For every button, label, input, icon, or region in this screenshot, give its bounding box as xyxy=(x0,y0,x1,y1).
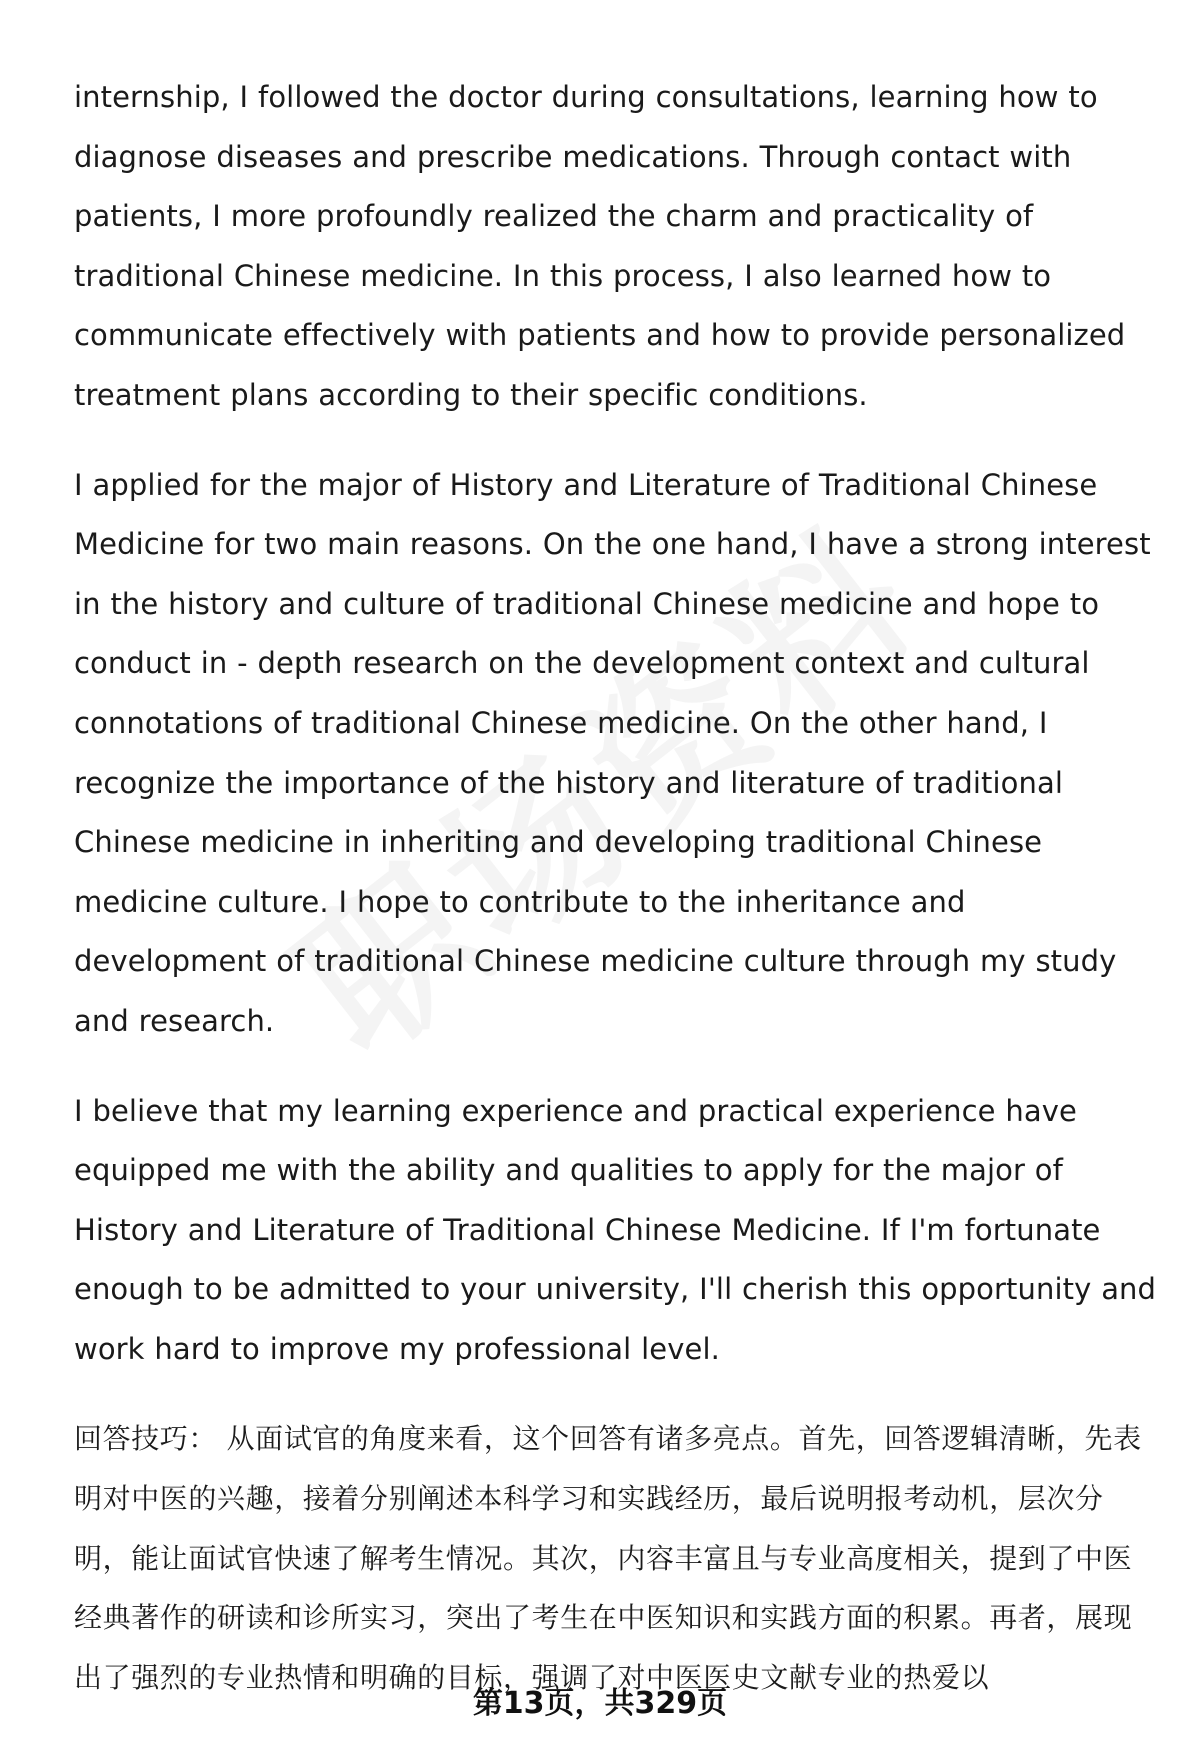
paragraph-reasons: I applied for the major of History and Literature of Traditional Chinese Medicine for two main reasons. On the one hand, I have a strong interest in the history and culture of traditional Chinese medicine and hope to conduct in - depth research on the development context and cultural connotations of traditional Chinese medicine. On the other hand, I recognize the importance of the history and literature of traditional Chinese medicine in inheriting and developing traditional Chinese medicine culture. I hope to contribute to the inheritance and development of traditional Chinese medicine culture through my study and research. xyxy=(74,467,1151,1038)
paragraph-internship: internship, I followed the doctor during consultations, learning how to diagnose diseases and prescribe medications. Through contact with patients, I more profoundly realized the charm and practicality of traditional Chinese medicine. In this process, I also learned how to communicate effectively with patients and how to provide personalized treatment plans according to their specific conditions. xyxy=(74,80,1126,412)
paragraph-conclusion: I believe that my learning experience and practical experience have equipped me with the ability and qualities to apply for the major of History and Literature of Traditional Chinese Medicine. If I'm fortunate enough to be admitted to your university, I'll cherish this opportunity and work hard to improve my professional level. xyxy=(74,1093,1157,1366)
document-body xyxy=(74,68,1160,1707)
page-number: 第13页，共329页 xyxy=(472,1686,728,1721)
answer-tips: 回答技巧： 从面试官的角度来看，这个回答有诸多亮点。首先，回答逻辑清晰，先表明对中医的兴趣，接着分别阐述本科学习和实践经历，最后说明报考动机，层次分明，能让面试官快速了解考生情况。其次，内容丰富且与专业高度相关，提到了中医经典著作的研读和诊所实习，突出了考生在中医知识和实践方面的积累。再者，展现出了强烈的专业热情和明确的目标，强调了对中医医史文献专业的热爱以 xyxy=(74,1422,1142,1694)
